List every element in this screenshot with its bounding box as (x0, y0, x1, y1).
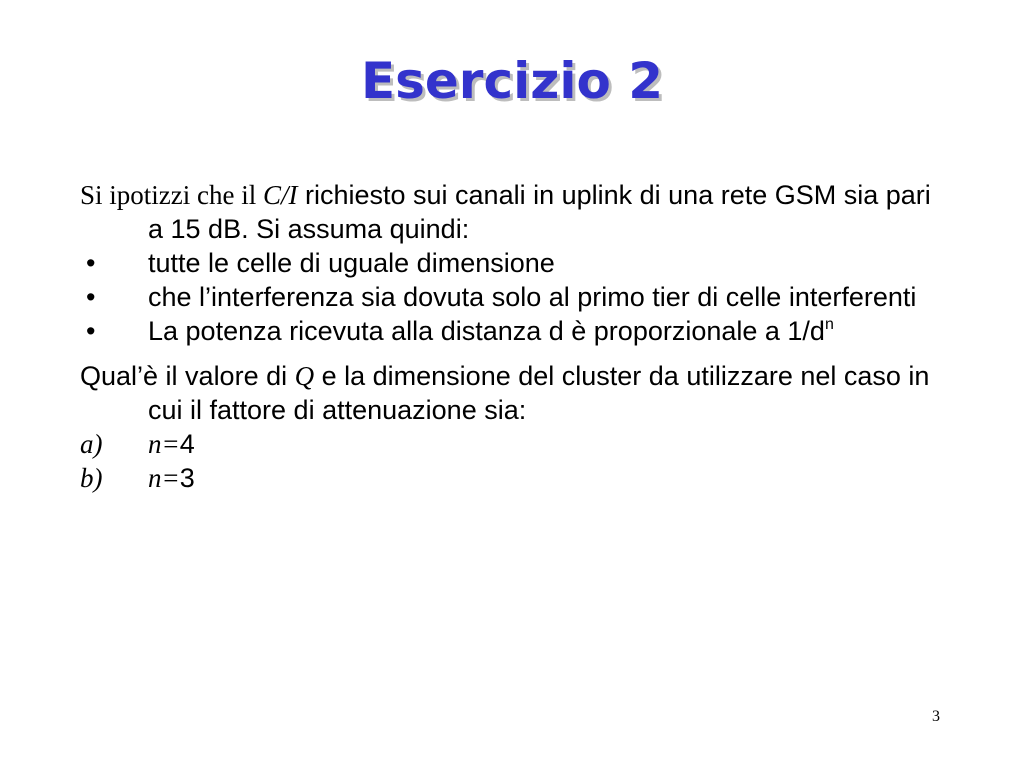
bullet-mark: • (86, 282, 96, 312)
exponent-superscript: n (824, 316, 834, 333)
option-variable: n= (148, 463, 180, 493)
question-lead: Qual’è il valore di (80, 361, 295, 391)
option-label: b) (80, 463, 103, 493)
option-item (80, 461, 940, 495)
page-number: 3 (932, 708, 940, 725)
ci-variable: C/I (262, 180, 298, 210)
bullet-item (80, 280, 940, 314)
bullet-text: che l’interferenza sia dovuta solo al primo tier di celle interferenti (148, 282, 917, 312)
intro-text: richiesto sui canali in uplink di una rete GSM sia pari a 15 dB. Si assuma quindi: (148, 180, 931, 244)
intro-paragraph (80, 178, 940, 246)
slide-title: Esercizio 2 (360, 52, 664, 110)
question-text: e la dimensione del cluster da utilizzare nel caso in cui il fattore di attenuazione sia: (148, 361, 930, 425)
intro-serif-lead: Si ipotizzi che il (80, 180, 263, 210)
bullet-mark: • (86, 316, 96, 346)
q-variable: Q (294, 361, 315, 391)
option-variable: n= (148, 429, 180, 459)
option-value: 4 (179, 429, 195, 459)
bullet-item (80, 314, 940, 348)
option-value: 3 (179, 463, 195, 493)
bullet-mark: • (86, 248, 96, 278)
slide-body (80, 178, 940, 495)
option-label: a) (80, 429, 103, 459)
bullet-text: tutte le celle di uguale dimensione (148, 248, 555, 278)
bullet-text: La potenza ricevuta alla distanza d è proporzionale a 1/d (148, 316, 825, 346)
option-item (80, 427, 940, 461)
question-paragraph (80, 359, 940, 427)
bullet-item (80, 246, 940, 280)
